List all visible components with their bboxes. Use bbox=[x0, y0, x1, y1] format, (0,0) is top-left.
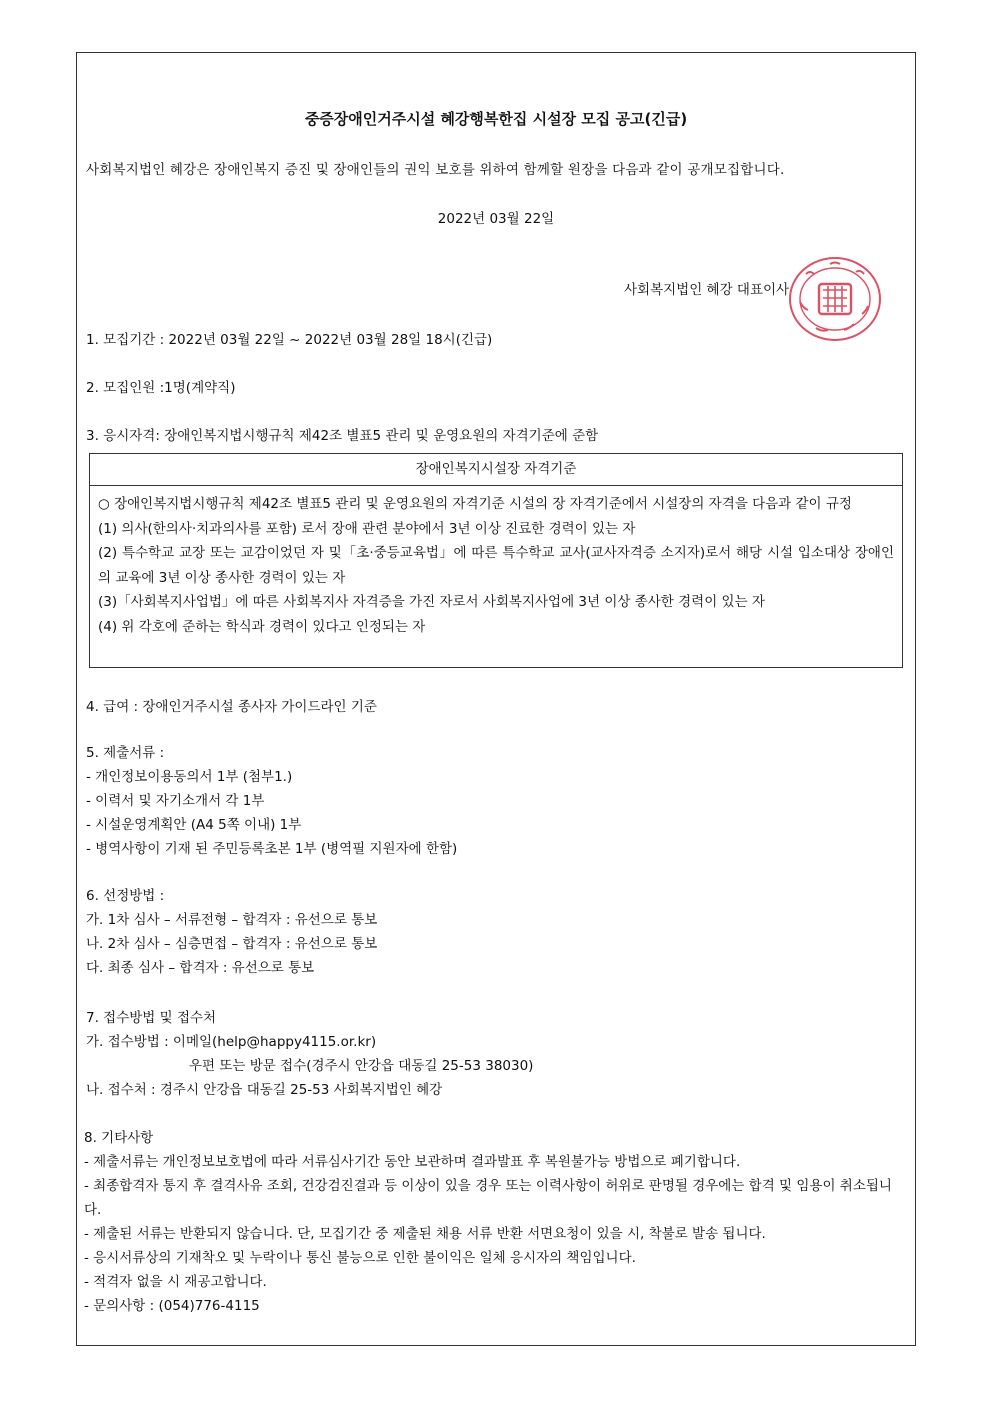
document-title: 중증장애인거주시설 혜강행복한집 시설장 모집 공고(긴급) bbox=[304, 110, 688, 128]
list-item: - 시설운영계획안 (A4 5쪽 이내) 1부 bbox=[86, 817, 302, 833]
signer-name: 사회복지법인 혜강 대표이사 bbox=[624, 282, 790, 298]
qualification-table bbox=[89, 453, 903, 668]
list-item: 다. 최종 심사 – 합격자 : 유선으로 통보 bbox=[86, 960, 315, 976]
list-item: 가. 1차 심사 – 서류전형 – 합격자 : 유선으로 통보 bbox=[86, 912, 378, 928]
list-item: - 최종합격자 통지 후 결격사유 조회, 건강검진결과 등 이상이 있을 경우 또는 이력사항이 허위로 판명될 경우에는 합격 및 임용이 취소됩니다. bbox=[84, 1178, 892, 1218]
announcement-date: 2022년 03월 22일 bbox=[437, 211, 555, 227]
list-item: 우편 또는 방문 접수(경주시 안강읍 대동길 25-53 38030) bbox=[189, 1058, 534, 1074]
list-item: - 이력서 및 자기소개서 각 1부 bbox=[86, 793, 265, 809]
list-item: 나. 접수처 : 경주시 안강읍 대동길 25-53 사회복지법인 혜강 bbox=[86, 1082, 443, 1098]
section-salary: 4. 급여 : 장애인거주시설 종사자 가이드라인 기준 bbox=[86, 699, 377, 715]
section-headcount: 2. 모집인원 :1명(계약직) bbox=[86, 380, 236, 396]
section-selection bbox=[86, 884, 377, 980]
official-seal-icon bbox=[786, 254, 884, 344]
list-item: - 제출된 서류는 반환되지 않습니다. 단, 모집기간 중 제출된 채용 서류 반환 서면요청이 있을 시, 착불로 발송 됩니다. bbox=[84, 1226, 766, 1242]
list-item: - 문의사항 : (054)776-4115 bbox=[84, 1298, 260, 1314]
list-item: - 제출서류는 개인정보보호법에 따라 서류심사기간 동안 보관하며 결과발표 후 복원불가능 방법으로 폐기합니다. bbox=[84, 1154, 741, 1170]
list-item: - 응시서류상의 기재착오 및 누락이나 통신 불능으로 인한 불이익은 일체 응시자의 책임입니다. bbox=[84, 1250, 636, 1266]
qualification-item: (3)「사회복지사업법」에 따른 사회복지사 자격증을 가진 자로서 사회복지사업에 3년 이상 종사한 경력이 있는 자 bbox=[98, 594, 765, 610]
list-item: - 개인정보이용동의서 1부 (첨부1.) bbox=[86, 769, 293, 785]
section-notes bbox=[84, 1126, 908, 1318]
qualification-item: (1) 의사(한의사‧치과의사를 포함) 로서 장애 관련 분야에서 3년 이상 진료한 경력이 있는 자 bbox=[98, 520, 636, 537]
section-recruitment-period: 1. 모집기간 : 2022년 03월 22일 ~ 2022년 03월 28일 18시(긴급) bbox=[86, 332, 493, 348]
qualification-item: ○ 장애인복지법시행규칙 제42조 별표5 관리 및 운영요원의 자격기준 시설의 장 자격기준에서 시설장의 자격을 다음과 같이 규정 bbox=[98, 496, 852, 512]
list-item: - 적격자 없을 시 재공고합니다. bbox=[84, 1274, 267, 1290]
list-item: - 병역사항이 기재 된 주민등록초본 1부 (병역필 지원자에 한함) bbox=[86, 841, 458, 857]
section-submission bbox=[86, 1006, 533, 1102]
qualification-item: (4) 위 각호에 준하는 학식과 경력이 있다고 인정되는 자 bbox=[98, 618, 426, 635]
section-heading: 6. 선정방법 : bbox=[86, 888, 165, 904]
intro-text: 사회복지법인 혜강은 장애인복지 증진 및 장애인들의 권익 보호를 위하여 함께할 원장을 다음과 같이 공개모집합니다. bbox=[86, 162, 785, 178]
qualification-item: (2) 특수학교 교장 또는 교감이었던 자 및「초·중등교육법」에 따른 특수학교 교사(교사자격증 소지자)로서 해당 시설 입소대상 장애인의 교육에 3년 이상 종사한 경력이 있는 자 bbox=[98, 545, 894, 586]
section-heading: 8. 기타사항 bbox=[84, 1130, 154, 1146]
list-item: 나. 2차 심사 – 심층면접 – 합격자 : 유선으로 통보 bbox=[86, 936, 378, 952]
qualification-table-header: 장애인복지시설장 자격기준 bbox=[90, 454, 902, 486]
list-item: 가. 접수방법 : 이메일(help@happy4115.or.kr) bbox=[86, 1034, 377, 1050]
section-heading: 7. 접수방법 및 접수처 bbox=[86, 1010, 217, 1026]
section-documents bbox=[86, 741, 457, 861]
qualification-table-body bbox=[98, 492, 894, 639]
section-heading: 5. 제출서류 : bbox=[86, 745, 165, 761]
section-eligibility: 3. 응시자격: 장애인복지법시행규칙 제42조 별표5 관리 및 운영요원의 자격기준에 준함 bbox=[86, 428, 599, 444]
